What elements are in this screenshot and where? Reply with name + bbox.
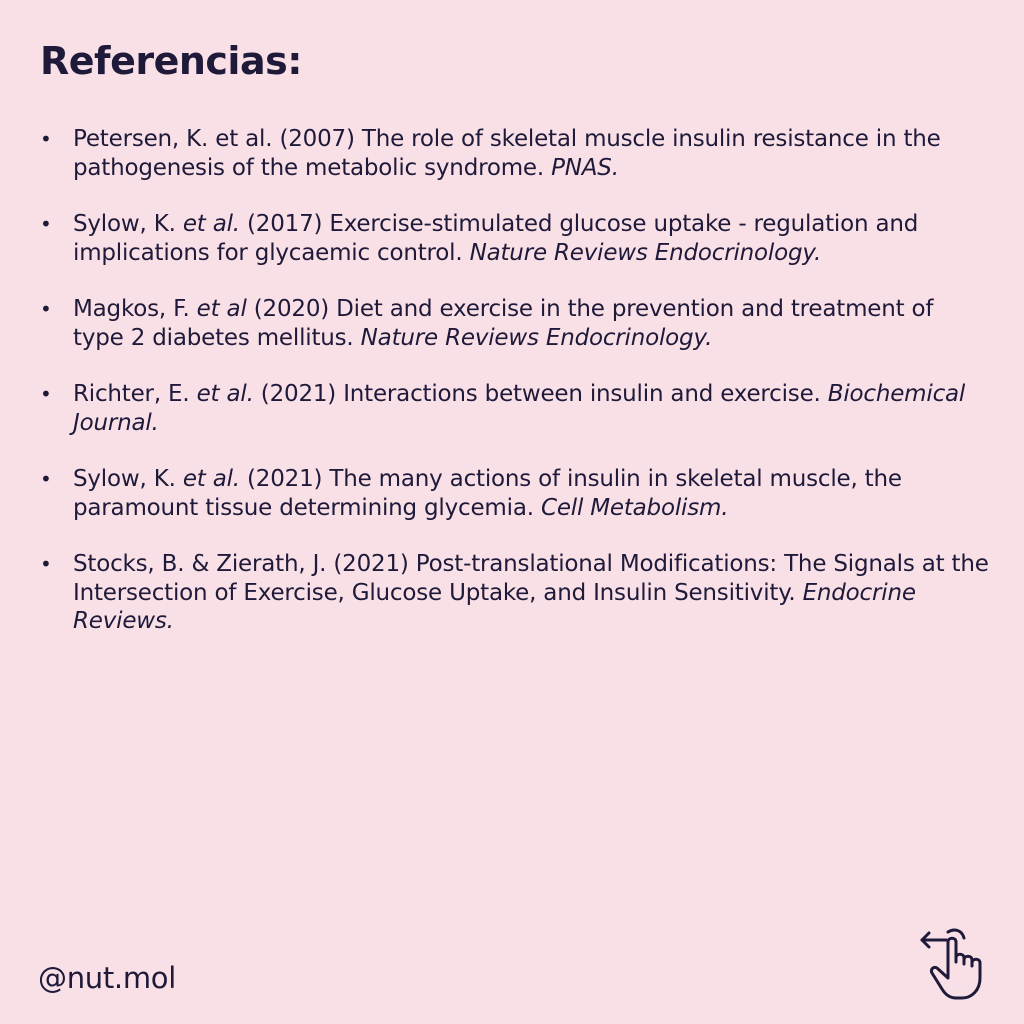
reference-etal: et al. — [182, 211, 240, 237]
reference-journal: Biochemical Journal. — [73, 381, 966, 436]
reference-item — [40, 550, 990, 636]
reference-text-continued: (2020) Diet and exercise in the prevention and treatment of type 2 diabetes mellitus. — [73, 296, 934, 351]
reference-journal: Nature Reviews Endocrinology. — [469, 239, 822, 266]
bullet-icon: • — [40, 297, 52, 321]
reference-journal: Cell Metabolism. — [540, 494, 729, 521]
bullet-icon: • — [40, 212, 52, 236]
reference-etal: et al. — [182, 466, 240, 492]
reference-etal: et al — [196, 296, 247, 322]
swipe-left-hand-icon — [918, 926, 992, 1004]
reference-text-continued: (2021) The many actions of insulin in skeletal muscle, the paramount tissue determining glycemia. — [73, 466, 902, 521]
reference-text: Magkos, F. — [73, 296, 197, 322]
bullet-icon: • — [40, 382, 52, 406]
reference-text-continued: (2017) Exercise-stimulated glucose uptake - regulation and implications for glycaemic control. — [73, 211, 919, 266]
reference-item — [40, 380, 990, 437]
bullet-icon: • — [40, 467, 52, 491]
reference-journal: Nature Reviews Endocrinology. — [360, 324, 713, 351]
reference-text: Sylow, K. — [73, 466, 183, 492]
reference-etal: et al. — [196, 381, 254, 407]
reference-text: Richter, E. — [73, 381, 197, 407]
reference-item — [40, 465, 990, 522]
reference-list — [40, 125, 990, 664]
reference-text: Stocks, B. & Zierath, J. (2021) Post-translational Modifications: The Signals at the Intersection of Exercise, Glucose Uptake, and Insulin Sensitivity. — [73, 551, 989, 606]
social-handle: @nut.mol — [38, 961, 176, 995]
reference-text-continued: (2021) Interactions between insulin and exercise. — [253, 381, 828, 407]
reference-item — [40, 210, 990, 267]
bullet-icon: • — [40, 552, 52, 576]
page-title: Referencias: — [40, 39, 302, 83]
reference-journal: PNAS. — [551, 154, 619, 181]
bullet-icon: • — [40, 127, 52, 151]
reference-journal: Endocrine Reviews. — [73, 579, 916, 634]
reference-item — [40, 295, 990, 352]
reference-text: Sylow, K. — [73, 211, 183, 237]
reference-item — [40, 125, 990, 182]
reference-text: Petersen, K. et al. (2007) The role of skeletal muscle insulin resistance in the pathogenesis of the metabolic syndrome. — [73, 126, 941, 181]
